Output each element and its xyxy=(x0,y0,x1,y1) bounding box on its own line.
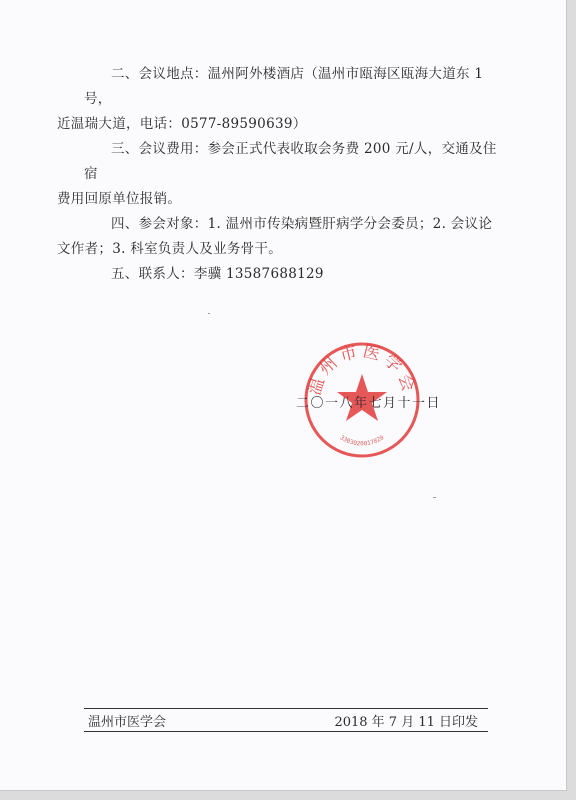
footer-bottom-rule xyxy=(84,731,488,732)
attendees-label: 四、参会对象： xyxy=(111,216,208,232)
footer-issue-date: 2018 年 7 月 11 日印发 xyxy=(334,715,478,730)
contact-value: 李骥 13587688129 xyxy=(193,266,324,282)
footer-issuer: 温州市医学会 xyxy=(88,715,167,730)
venue-line2: 近温瑞大道，电话：0577-89590639） xyxy=(57,116,307,132)
attendees-paragraph xyxy=(57,212,504,262)
scan-speck xyxy=(433,497,436,498)
attendees-line2: 文作者；3. 科室负责人及业务骨干。 xyxy=(57,241,283,257)
footer-top-rule xyxy=(84,708,488,709)
notice-body xyxy=(57,62,504,287)
scan-speck xyxy=(208,313,210,314)
fee-paragraph xyxy=(57,137,504,212)
venue-line1: 温州阿外楼酒店（温州市瓯海区瓯海大道东 1 号， xyxy=(84,66,484,107)
venue-label: 二、会议地点： xyxy=(111,66,208,82)
fee-label: 三、会议费用： xyxy=(111,141,208,157)
seal-number-path: 3303020017820 xyxy=(338,434,386,448)
contact-label: 五、联系人： xyxy=(111,266,194,282)
fee-line2: 费用回原单位报销。 xyxy=(57,191,182,207)
contact-paragraph xyxy=(84,262,504,287)
signature-date: 二〇一八年七月十一日 xyxy=(296,396,442,411)
fee-line1: 参会正式代表收取会务费 200 元/人，交通及住宿 xyxy=(84,141,497,182)
attendees-line1: 1. 温州市传染病暨肝病学分会委员；2. 会议论 xyxy=(207,216,493,232)
seal-text-path: 温州市医学会 xyxy=(304,341,420,398)
seal-number xyxy=(339,434,386,448)
venue-paragraph xyxy=(57,62,504,137)
